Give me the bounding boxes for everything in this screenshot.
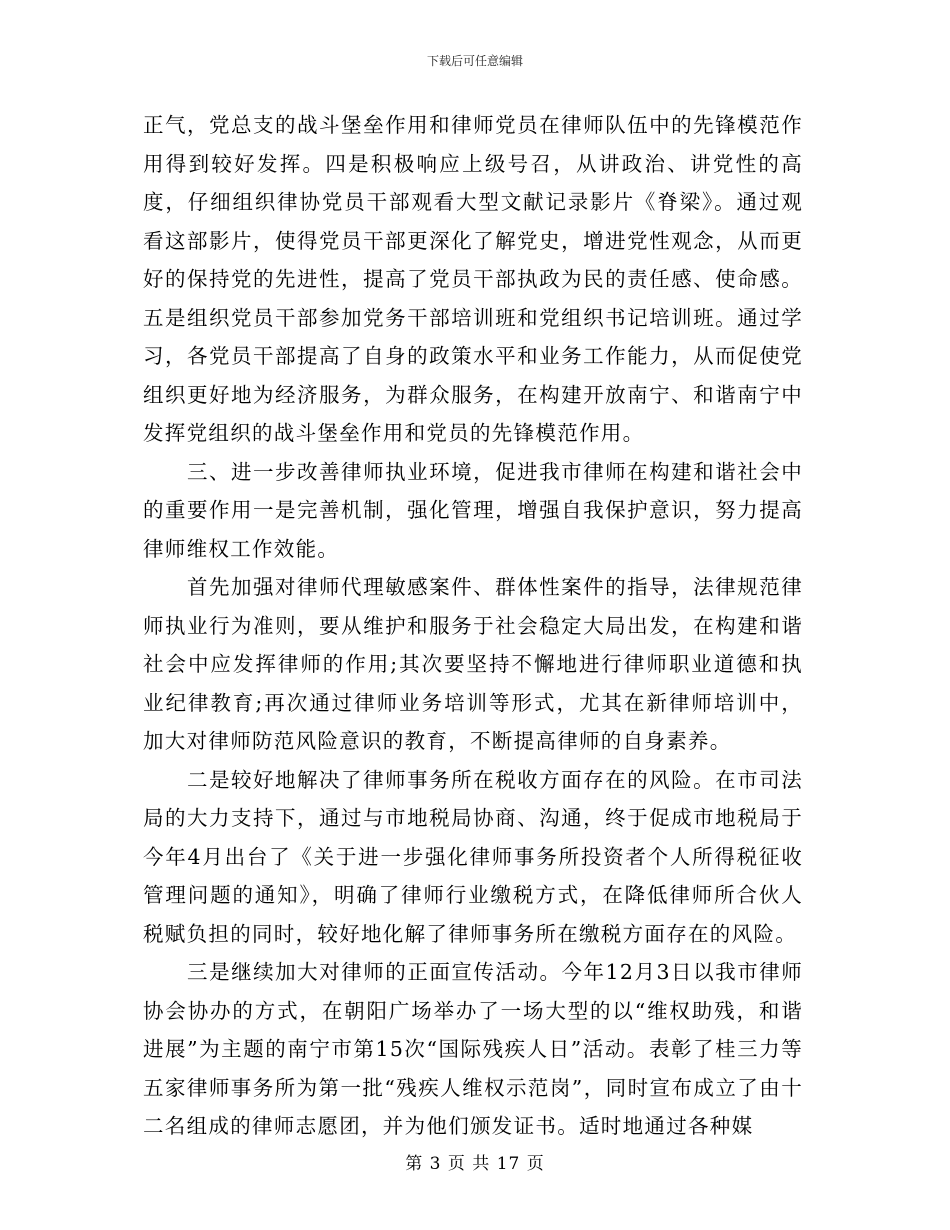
page-number: 第 3 页 共 17 页 bbox=[405, 1154, 545, 1174]
document-body bbox=[143, 106, 803, 1146]
paragraph-3: 首先加强对律师代理敏感案件、群体性案件的指导，法律规范律师执业行为准则，要从维护和服务于社会稳定大局出发，在构建和谐社会中应发挥律师的作用;其次要坚持不懈地进行律师职业道德和执业纪律教育;再次通过律师业务培训等形式，尤其在新律师培训中，加大对律师防范风险意识的教育，不断提高律师的自身素养。 bbox=[143, 575, 803, 753]
paragraph-4: 二是较好地解决了律师事务所在税收方面存在的风险。在市司法局的大力支持下，通过与市地税局协商、沟通，终于促成市地税局于今年4月出台了《关于进一步强化律师事务所投资者个人所得税征收管理问题的通知》，明确了律师行业缴税方式，在降低律师所合伙人税赋负担的同时，较好地化解了律师事务所在缴税方面存在的风险。 bbox=[143, 767, 803, 946]
paragraph-2: 三、进一步改善律师执业环境，促进我市律师在构建和谐社会中的重要作用一是完善机制，强化管理，增强自我保护意识，努力提高律师维权工作效能。 bbox=[143, 459, 803, 561]
paragraph-5: 三是继续加大对律师的正面宣传活动。今年12月3日以我市律师协会协办的方式，在朝阳广场举办了一场大型的以“维权助残，和谐进展”为主题的南宁市第15次“国际残疾人日”活动。表彰了桂三力等五家律师事务所为第一批“残疾人维权示范岗”，同时宣布成立了由十二名组成的律师志愿团，并为他们颁发证书。适时地通过各种媒 bbox=[143, 960, 803, 1138]
page-header: 下载后可任意编辑 bbox=[426, 54, 523, 68]
paragraph-1: 正气，党总支的战斗堡垒作用和律师党员在律师队伍中的先锋模范作用得到较好发挥。四是积极响应上级号召，从讲政治、讲党性的高度，仔细组织律协党员干部观看大型文献记录影片《脊梁》。通过观看这部影片，使得党员干部更深化了解党史，增进党性观念，从而更好的保持党的先进性，提高了党员干部执政为民的责任感、使命感。五是组织党员干部参加党务干部培训班和党组织书记培训班。通过学习，各党员干部提高了自身的政策水平和业务工作能力，从而促使党组织更好地为经济服务，为群众服务，在构建开放南宁、和谐南宁中发挥党组织的战斗堡垒作用和党员的先锋模范作用。 bbox=[143, 113, 803, 445]
